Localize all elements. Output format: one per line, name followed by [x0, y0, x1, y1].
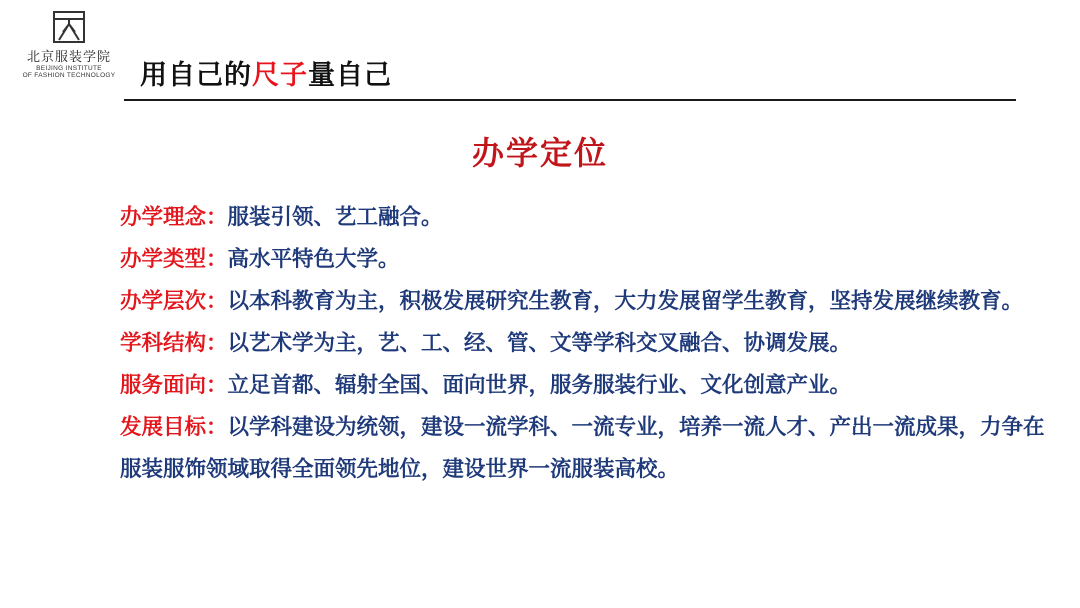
item-label: 发展目标：: [120, 415, 228, 440]
title-divider: [124, 99, 1016, 101]
school-name-cn: 北京服装学院: [26, 50, 111, 65]
school-logo: [14, 10, 124, 90]
item-text: 高水平特色大学。: [227, 247, 400, 272]
item-label: 办学层次：: [120, 289, 228, 314]
item-label: 办学类型：: [120, 247, 228, 272]
title-part1: 用自己的: [140, 60, 252, 91]
item-development-goal: [120, 407, 1050, 491]
item-label: 服务面向：: [120, 373, 228, 398]
item-text: 以艺术学为主，艺、工、经、管、文等学科交叉融合、协调发展。: [227, 331, 852, 356]
section-heading: 办学定位: [471, 134, 608, 172]
title-highlight: 尺子: [252, 60, 308, 91]
item-text: 以本科教育为主，积极发展研究生教育，大力发展留学生教育，坚持发展继续教育。: [227, 289, 1024, 314]
item-label: 学科结构：: [120, 331, 228, 356]
item-label: 办学理念：: [120, 205, 228, 230]
item-text: 立足首都、辐射全国、面向世界，服务服装行业、文化创意产业。: [227, 373, 852, 398]
item-discipline-structure: [120, 323, 1050, 365]
school-name-en-line2: OF FASHION TECHNOLOGY: [22, 72, 116, 79]
item-service-orientation: [120, 365, 1050, 407]
item-philosophy: [120, 197, 1050, 239]
title-part2: 量自己: [308, 60, 392, 91]
slide-title: [140, 53, 392, 92]
school-name-en-line1: BEIJING INSTITUTE: [36, 65, 102, 72]
positioning-list: [120, 197, 1050, 491]
item-type: [120, 239, 1050, 281]
item-text: 以学科建设为统领，建设一流学科、一流专业，培养一流人才、产出一流成果，力争在服装服饰领域取得全面领先地位，建设世界一流服装高校。: [120, 415, 1045, 482]
school-emblem-icon: [52, 10, 86, 44]
item-text: 服装引领、艺工融合。: [227, 205, 443, 230]
item-level: [120, 281, 1050, 323]
